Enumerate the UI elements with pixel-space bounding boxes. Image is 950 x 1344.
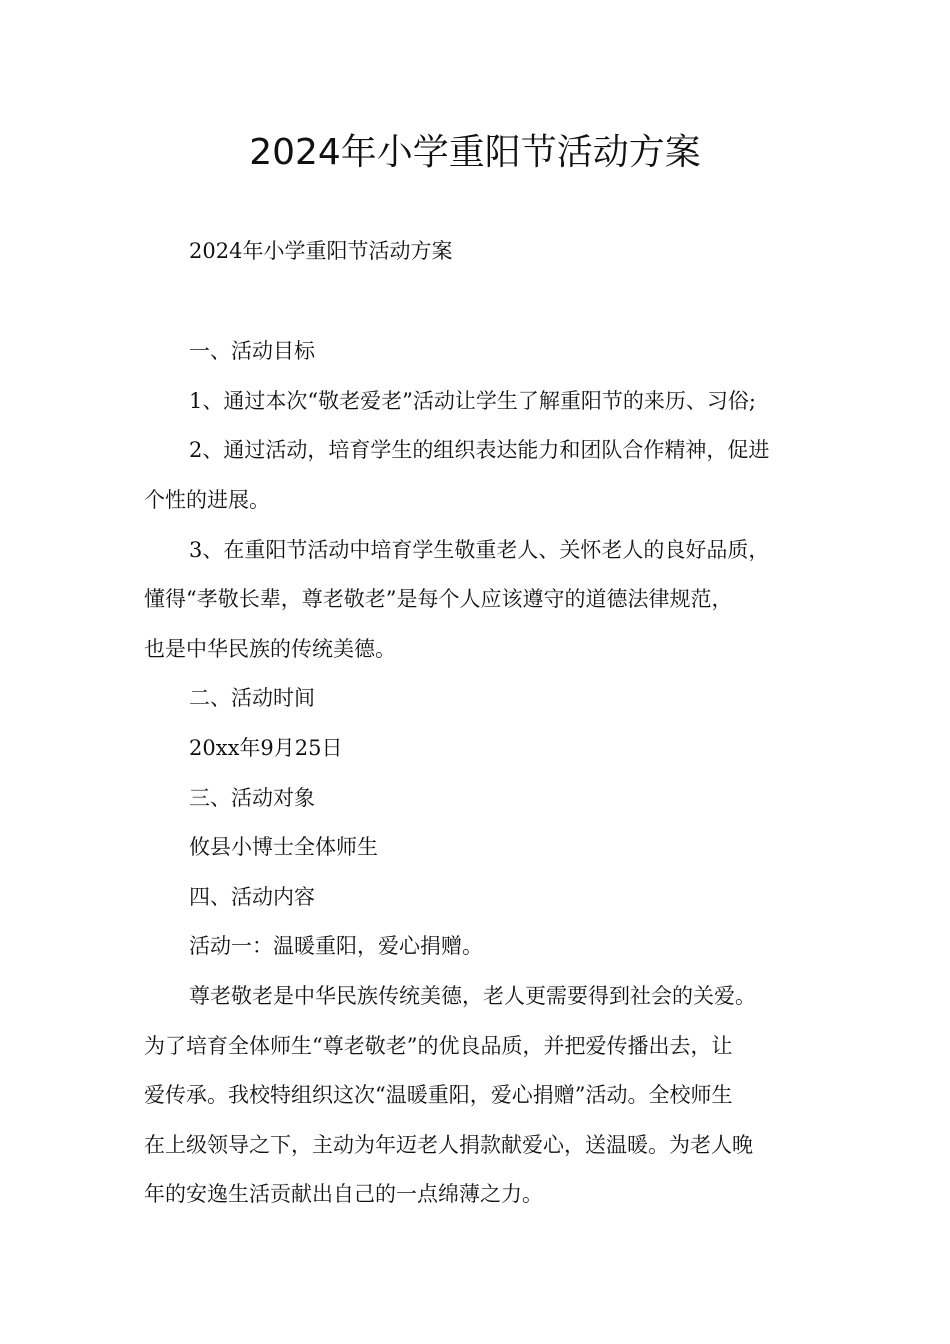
- section-heading-audience: 三、活动对象: [189, 786, 315, 810]
- section-heading-time: 二、活动时间: [189, 686, 315, 710]
- paragraph-line: 3、在重阳节活动中培育学生敬重老人、关怀老人的良好品质，: [189, 538, 770, 562]
- paragraph-line: 为了培育全体师生“尊老敬老”的优良品质，并把爱传播出去，让: [144, 1034, 733, 1058]
- paragraph-line: 懂得“孝敬长辈，尊老敬老”是每个人应该遵守的道德法律规范，: [144, 587, 733, 611]
- paragraph-line: 攸县小博士全体师生: [189, 835, 378, 859]
- paragraph-line: 爱传承。我校特组织这次“温暖重阳，爱心捐赠”活动。全校师生: [144, 1083, 733, 1107]
- section-heading-content: 四、活动内容: [189, 885, 315, 909]
- paragraph-line: 1、通过本次“敬老爱老”活动让学生了解重阳节的来历、习俗;: [189, 389, 756, 413]
- paragraph-line: 尊老敬老是中华民族传统美德，老人更需要得到社会的关爱。: [189, 984, 756, 1008]
- paragraph-line: 也是中华民族的传统美德。: [144, 637, 396, 661]
- paragraph-line: 20xx年9月25日: [189, 736, 343, 760]
- document-subtitle: 2024年小学重阳节活动方案: [189, 239, 453, 263]
- paragraph-line: 个性的进展。: [144, 488, 270, 512]
- paragraph-line: 年的安逸生活贡献出自己的一点绵薄之力。: [144, 1182, 543, 1206]
- paragraph-line: 在上级领导之下，主动为年迈老人捐款献爱心，送温暖。为老人晚: [144, 1133, 753, 1157]
- paragraph-line: 活动一：温暖重阳，爱心捐赠。: [189, 934, 483, 958]
- section-heading-goals: 一、活动目标: [189, 339, 315, 363]
- document-title: 2024年小学重阳节活动方案: [249, 132, 701, 173]
- paragraph-line: 2、通过活动，培育学生的组织表达能力和团队合作精神，促进: [189, 438, 770, 462]
